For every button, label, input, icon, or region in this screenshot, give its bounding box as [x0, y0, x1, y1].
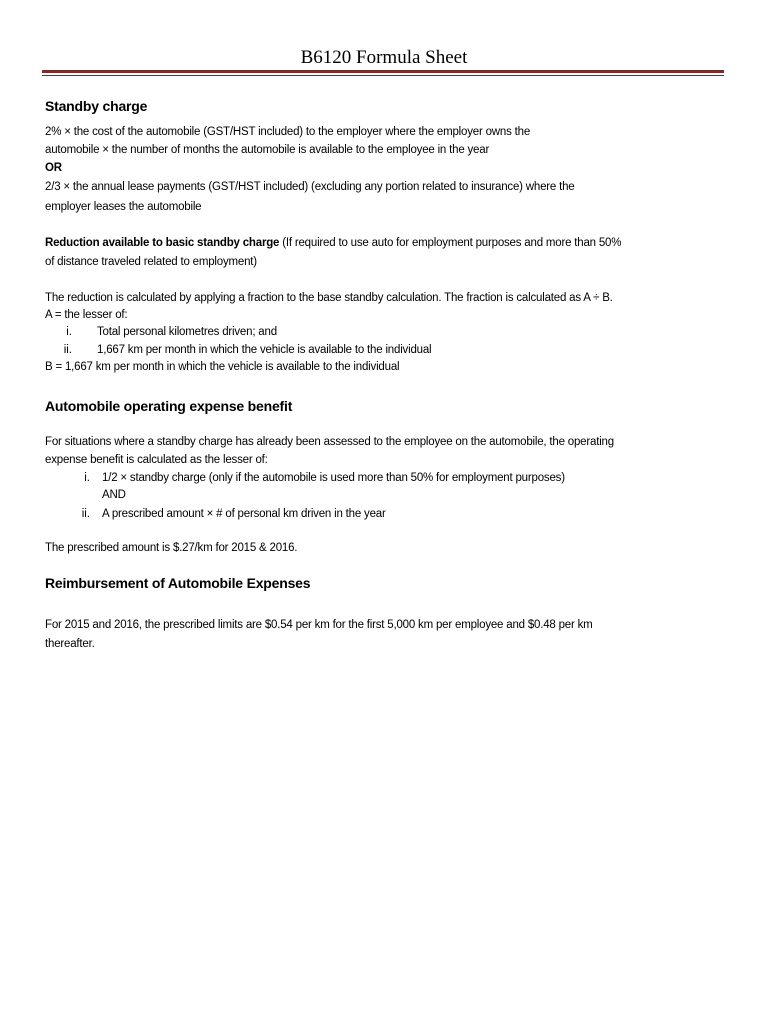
title-rule-thin: [42, 75, 724, 76]
reimbursement-heading: Reimbursement of Automobile Expenses: [45, 575, 311, 591]
list-item: A prescribed amount × # of personal km driven in the year: [102, 508, 386, 520]
reduction-line-2: of distance traveled related to employment): [45, 256, 257, 268]
standby-line-1: 2% × the cost of the automobile (GST/HST included) to the employer where the employer owns the: [45, 126, 531, 138]
operating-line-1: For situations where a standby charge has already been assessed to the employee on the automobile, the operating: [45, 436, 614, 448]
reduction-label: Reduction available to basic standby charge: [45, 237, 280, 249]
reduction-line-1-rest: (If required to use auto for employment purposes and more than 50%: [279, 237, 622, 249]
reimbursement-line-1: For 2015 and 2016, the prescribed limits are $0.54 per km for the first 5,000 km per employee and $0.48 per km: [45, 619, 593, 631]
list-number: i.: [84, 472, 90, 484]
standby-line-3: 2/3 × the annual lease payments (GST/HST included) (excluding any portion related to insurance) where the: [45, 181, 575, 193]
list-item: Total personal kilometres driven; and: [97, 326, 277, 338]
list-number: ii.: [81, 508, 90, 520]
list-number: ii.: [63, 344, 72, 356]
document-title: B6120 Formula Sheet: [300, 47, 468, 68]
list-item-and: AND: [102, 489, 126, 501]
reduction-calc-line: The reduction is calculated by applying a fraction to the base standby calculation. The fraction is calculated as A ÷ B.: [45, 292, 613, 304]
title-rule-thick: [42, 70, 724, 73]
standby-line-4: employer leases the automobile: [45, 201, 202, 213]
list-item: 1/2 × standby charge (only if the automobile is used more than 50% for employment purposes): [102, 472, 565, 484]
prescribed-amount-line: The prescribed amount is $.27/km for 2015 & 2016.: [45, 542, 298, 554]
reduction-a-line: A = the lesser of:: [45, 309, 128, 321]
operating-heading: Automobile operating expense benefit: [45, 398, 293, 414]
reduction-b-line: B = 1,667 km per month in which the vehicle is available to the individual: [45, 361, 400, 373]
list-item: 1,667 km per month in which the vehicle is available to the individual: [97, 344, 432, 356]
reimbursement-line-2: thereafter.: [45, 638, 95, 650]
standby-heading: Standby charge: [45, 98, 148, 114]
standby-line-2: automobile × the number of months the automobile is available to the employee in the year: [45, 144, 490, 156]
reduction-line-1: [45, 236, 621, 250]
list-number: i.: [66, 326, 72, 338]
standby-or: OR: [45, 162, 62, 174]
operating-line-2: expense benefit is calculated as the lesser of:: [45, 454, 268, 466]
